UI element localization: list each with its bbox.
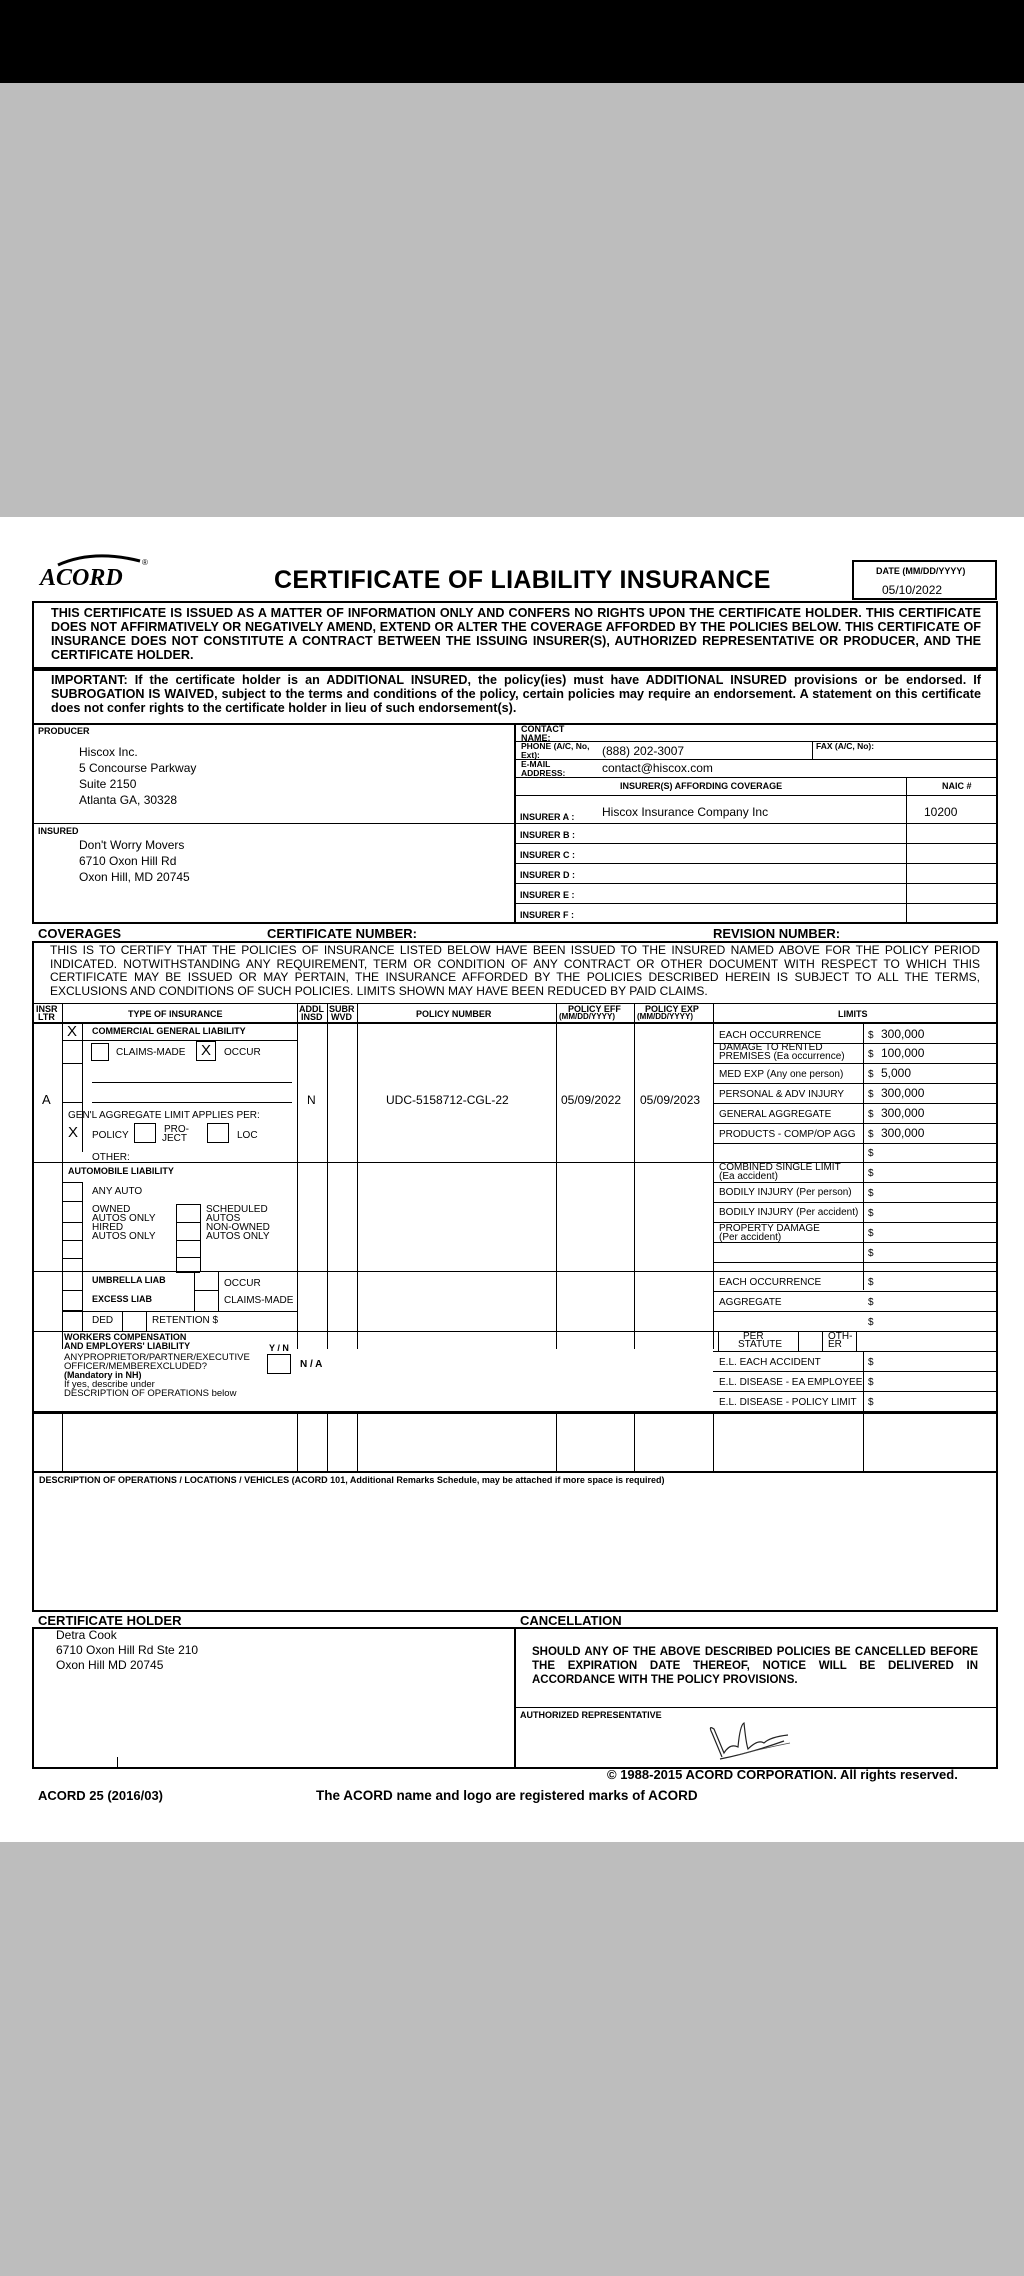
auto-limit-label: BODILY INJURY (Per accident) <box>719 1207 859 1218</box>
limit-label: PRODUCTS - COMP/OP AGG <box>719 1129 856 1140</box>
dollar-sign: $ <box>868 1148 874 1159</box>
limit-label: GENERAL AGGREGATE <box>719 1109 832 1120</box>
insured-label: INSURED <box>38 826 79 836</box>
project-checkbox[interactable] <box>134 1123 156 1143</box>
insured-line: Oxon Hill, MD 20745 <box>79 870 190 884</box>
umbrella-claims-made-label: CLAIMS-MADE <box>224 1295 294 1306</box>
copyright: © 1988-2015 ACORD CORPORATION. All rights reserved. <box>607 1767 958 1782</box>
header-type: TYPE OF INSURANCE <box>128 1009 223 1019</box>
gl-title: COMMERCIAL GENERAL LIABILITY <box>92 1026 246 1036</box>
date-label: DATE (MM/DD/YYYY) <box>876 566 966 576</box>
insurer-label: INSURER E : <box>520 890 575 900</box>
limit-label: DAMAGE TO RENTED <box>719 1042 823 1053</box>
authorized-rep-label: AUTHORIZED REPRESENTATIVE <box>520 1710 662 1720</box>
dollar-sign: $ <box>868 1208 874 1219</box>
holder-line: 6710 Oxon Hill Rd Ste 210 <box>56 1643 199 1657</box>
workers-line-1: ANYPROPRIETOR/PARTNER/EXECUTIVE <box>64 1352 250 1363</box>
dollar-sign: $ <box>868 1030 874 1041</box>
umbrella-occur-label: OCCUR <box>224 1278 261 1289</box>
workers-line-2: OFFICER/MEMBEREXCLUDED? <box>64 1361 208 1372</box>
insurer-label: INSURER A : <box>520 812 575 822</box>
dollar-sign: $ <box>868 1277 874 1288</box>
workers-yn: Y / N <box>269 1343 289 1353</box>
gl-commercial-checkbox[interactable]: X <box>66 1023 77 1040</box>
owned-autos-only: AUTOS ONLY <box>92 1213 156 1224</box>
workers-line-4: If yes, describe under <box>64 1379 155 1390</box>
top-black-bar <box>0 0 1024 83</box>
insured-line: 6710 Oxon Hill Rd <box>79 854 177 868</box>
certificate-holder-label: CERTIFICATE HOLDER <box>38 1613 182 1628</box>
occur-checkbox[interactable]: X <box>196 1041 216 1061</box>
workers-limit-label: E.L. DISEASE - POLICY LIMIT <box>719 1397 857 1408</box>
occur-label: OCCUR <box>224 1047 261 1058</box>
description-label: DESCRIPTION OF OPERATIONS / LOCATIONS / VEHICLES (ACORD 101, Additional Remarks Schedule, may be attached if more space is required) <box>39 1475 665 1485</box>
header-policy-eff: POLICY EFF <box>568 1004 621 1014</box>
auto-limit-label: PROPERTY DAMAGE <box>719 1223 820 1234</box>
header-addl: ADDL <box>299 1004 324 1014</box>
dollar-sign: $ <box>868 1168 874 1179</box>
holder-line: Detra Cook <box>56 1628 117 1642</box>
claims-made-label: CLAIMS-MADE <box>116 1047 186 1058</box>
limit-value: 300,000 <box>881 1086 925 1100</box>
dollar-sign: $ <box>868 1248 874 1259</box>
workers-title-2: AND EMPLOYERS' LIABILITY <box>64 1341 191 1351</box>
header-date-format: (MM/DD/YYYY) <box>559 1012 615 1021</box>
blank-coverage-row <box>32 1411 998 1473</box>
limit-value: 300,000 <box>881 1106 925 1120</box>
gl-addl-insd: N <box>307 1093 316 1107</box>
limit-label: EACH OCCURRENCE <box>719 1030 822 1041</box>
auto-limit-sublabel: (Ea accident) <box>719 1171 778 1182</box>
dollar-sign: $ <box>868 1049 874 1060</box>
revision-number-label: REVISION NUMBER: <box>713 926 841 941</box>
fax-label: FAX (A/C, No): <box>816 741 875 751</box>
description-box[interactable] <box>32 1471 998 1612</box>
auto-limit-label: COMBINED SINGLE LIMIT <box>719 1162 841 1173</box>
hired-autos-only: AUTOS ONLY <box>92 1231 156 1242</box>
producer-line: Suite 2150 <box>79 777 137 791</box>
other-1: OTH- <box>828 1331 853 1342</box>
insurers-header: INSURER(S) AFFORDING COVERAGE <box>620 781 783 791</box>
ded-label: DED <box>92 1315 114 1326</box>
header-policy-exp: POLICY EXP <box>645 1004 699 1014</box>
workers-na: N / A <box>300 1359 323 1370</box>
header-date-format: (MM/DD/YYYY) <box>637 1012 693 1021</box>
insurer-name: Hiscox Insurance Company Inc <box>602 805 769 819</box>
dollar-sign: $ <box>868 1397 874 1408</box>
header-subr: SUBR <box>329 1004 355 1014</box>
auto-limit-label: BODILY INJURY (Per person) <box>719 1187 852 1198</box>
limit-label: PERSONAL & ADV INJURY <box>719 1089 845 1100</box>
excess-label: EXCESS LIAB <box>92 1294 153 1304</box>
producer-line: Atlanta GA, 30328 <box>79 793 178 807</box>
workers-line-5: DESCRIPTION OF OPERATIONS below <box>64 1388 237 1399</box>
important-text: IMPORTANT: If the certificate holder is an ADDITIONAL INSURED, the policy(ies) must have ADDITIONAL INSURED provisions or be endorsed. If SUBROGATION IS WAIVED, subject to the terms and conditions of the policy, certain policies may require an endorsement. A statement on this certificate does not confer rights to the certificate holder in lieu of such endorsement(s). <box>51 673 981 715</box>
limit-label: MED EXP (Any one person) <box>719 1069 844 1080</box>
umbrella-limit-label: AGGREGATE <box>719 1297 782 1308</box>
non-owned-autos-only: AUTOS ONLY <box>206 1231 270 1242</box>
coverages-label: COVERAGES <box>38 926 122 941</box>
contact-name-label: CONTACT NAME: <box>521 724 565 744</box>
any-auto-label: ANY AUTO <box>92 1186 143 1197</box>
workers-limit-label: E.L. DISEASE - EA EMPLOYEE <box>719 1377 863 1388</box>
scheduled-label: SCHEDULED <box>206 1204 268 1215</box>
dollar-sign: $ <box>868 1188 874 1199</box>
producer-line: 5 Concourse Parkway <box>79 761 197 775</box>
hired-label: HIRED <box>92 1222 124 1233</box>
svg-text:®: ® <box>142 558 148 567</box>
other-label: OTHER: <box>92 1152 130 1163</box>
date-box <box>852 560 997 600</box>
email-value: contact@hiscox.com <box>602 761 713 775</box>
limit-value: 300,000 <box>881 1027 925 1041</box>
logo-text: ACORD <box>40 565 123 591</box>
dollar-sign: $ <box>868 1109 874 1120</box>
date-value: 05/10/2022 <box>882 583 943 597</box>
loc-label: LOC <box>237 1130 258 1141</box>
dollar-sign: $ <box>868 1089 874 1100</box>
loc-checkbox[interactable] <box>207 1123 229 1143</box>
gl-insr-ltr: A <box>42 1092 51 1107</box>
header-ltr: LTR <box>38 1012 55 1022</box>
notice-text: THIS CERTIFICATE IS ISSUED AS A MATTER OF INFORMATION ONLY AND CONFERS NO RIGHTS UPON THE CERTIFICATE HOLDER. THIS CERTIFICATE DOES NOT AFFIRMATIVELY OR NEGATIVELY AMEND, EXTEND OR ALTER THE COVERAGE AFFORDED BY THE POLICIES BELOW. THIS CERTIFICATE OF INSURANCE DOES NOT CONSTITUTE A CONTRACT BETWEEN THE ISSUING INSURER(S), AUTHORIZED REPRESENTATIVE OR PRODUCER, AND THE CERTIFICATE HOLDER. <box>51 606 981 662</box>
acord-logo <box>38 551 158 591</box>
signature-image <box>700 1713 800 1765</box>
claims-made-checkbox[interactable] <box>91 1043 109 1061</box>
gl-policy-exp: 05/09/2023 <box>640 1093 701 1107</box>
header-insd: INSD <box>301 1012 323 1022</box>
dollar-sign: $ <box>868 1129 874 1140</box>
dollar-sign: $ <box>868 1377 874 1388</box>
auto-title: AUTOMOBILE LIABILITY <box>68 1166 174 1176</box>
certificate-page <box>0 517 1024 1842</box>
limit-value: 5,000 <box>881 1066 912 1080</box>
form-id: ACORD 25 (2016/03) <box>38 1788 163 1803</box>
coverages-statement: THIS IS TO CERTIFY THAT THE POLICIES OF INSURANCE LISTED BELOW HAVE BEEN ISSUED TO THE INSURED NAMED ABOVE FOR THE POLICY PERIOD INDICATED. NOTWITHSTANDING ANY REQUIREMENT, TERM OR CONDITION OF ANY CONTRACT OR OTHER DOCUMENT WITH RESPECT TO WHICH THIS CERTIFICATE MAY BE ISSUED OR MAY PERTAIN, THE INSURANCE AFFORDED BY THE POLICIES DESCRIBED HEREIN IS SUBJECT TO ALL THE TERMS, EXCLUSIONS AND CONDITIONS OF SUCH POLICIES. LIMITS SHOWN MAY HAVE BEEN REDUCED BY PAID CLAIMS. <box>50 943 980 998</box>
workers-excluded-checkbox[interactable] <box>267 1354 291 1374</box>
email-label: E-MAIL ADDRESS: <box>521 759 566 778</box>
project-label-1: PRO- <box>164 1124 189 1135</box>
per-statute-2: STATUTE <box>738 1339 783 1350</box>
workers-title-1: WORKERS COMPENSATION <box>64 1332 187 1342</box>
header-insr: INSR <box>36 1004 58 1014</box>
limit-value: 100,000 <box>881 1046 925 1060</box>
naic-label: NAIC # <box>942 781 972 791</box>
holder-line: Oxon Hill MD 20745 <box>56 1658 164 1672</box>
limit-value: 300,000 <box>881 1126 925 1140</box>
insurer-naic: 10200 <box>924 805 958 819</box>
umbrella-limit-label: EACH OCCURRENCE <box>719 1277 822 1288</box>
insured-line: Don't Worry Movers <box>79 838 185 852</box>
dollar-sign: $ <box>868 1069 874 1080</box>
form-title: CERTIFICATE OF LIABILITY INSURANCE <box>274 566 771 594</box>
owned-label: OWNED <box>92 1204 131 1215</box>
header-policy-number: POLICY NUMBER <box>416 1009 492 1019</box>
phone-label: PHONE (A/C, No, Ext): <box>521 741 590 760</box>
dollar-sign: $ <box>868 1228 874 1239</box>
cancellation-text: SHOULD ANY OF THE ABOVE DESCRIBED POLICIES BE CANCELLED BEFORE THE EXPIRATION DATE THEREOF, NOTICE WILL BE DELIVERED IN ACCORDANCE WITH THE POLICY PROVISIONS. <box>532 1646 978 1686</box>
limit-sublabel: PREMISES (Ea occurrence) <box>719 1051 845 1062</box>
per-statute-1: PER <box>743 1331 764 1342</box>
notice-box <box>32 601 998 669</box>
insurer-label: INSURER B : <box>520 830 576 840</box>
policy-checkbox[interactable]: X <box>67 1124 78 1141</box>
dollar-sign: $ <box>868 1357 874 1368</box>
auto-limit-sublabel: (Per accident) <box>719 1232 782 1243</box>
scheduled-autos: AUTOS <box>206 1213 241 1224</box>
umbrella-label: UMBRELLA LIAB <box>92 1275 166 1285</box>
insurer-label: INSURER F : <box>520 910 574 920</box>
producer-line: Hiscox Inc. <box>79 745 138 759</box>
important-box <box>32 669 998 725</box>
header-limits: LIMITS <box>838 1009 868 1019</box>
project-label-2: JECT <box>162 1133 187 1144</box>
registered-marks: The ACORD name and logo are registered marks of ACORD <box>316 1788 698 1803</box>
insurer-label: INSURER C : <box>520 850 576 860</box>
gl-policy-number: UDC-5158712-CGL-22 <box>386 1093 509 1107</box>
gl-policy-eff: 05/09/2022 <box>561 1093 622 1107</box>
other-2: ER <box>828 1339 842 1350</box>
dollar-sign: $ <box>868 1317 874 1328</box>
retention-label: RETENTION $ <box>152 1315 219 1326</box>
dollar-sign: $ <box>868 1297 874 1308</box>
workers-limit-label: E.L. EACH ACCIDENT <box>719 1357 821 1368</box>
header-wvd: WVD <box>331 1012 352 1022</box>
phone-value: (888) 202-3007 <box>602 744 685 758</box>
certificate-number-label: CERTIFICATE NUMBER: <box>267 926 417 941</box>
producer-label: PRODUCER <box>38 726 90 736</box>
aggregate-label: GEN'L AGGREGATE LIMIT APPLIES PER: <box>68 1110 260 1121</box>
workers-line-3: (Mandatory in NH) <box>64 1370 142 1380</box>
policy-label: POLICY <box>92 1130 129 1141</box>
insurer-label: INSURER D : <box>520 870 576 880</box>
cancellation-label: CANCELLATION <box>520 1613 622 1628</box>
non-owned-label: NON-OWNED <box>206 1222 270 1233</box>
